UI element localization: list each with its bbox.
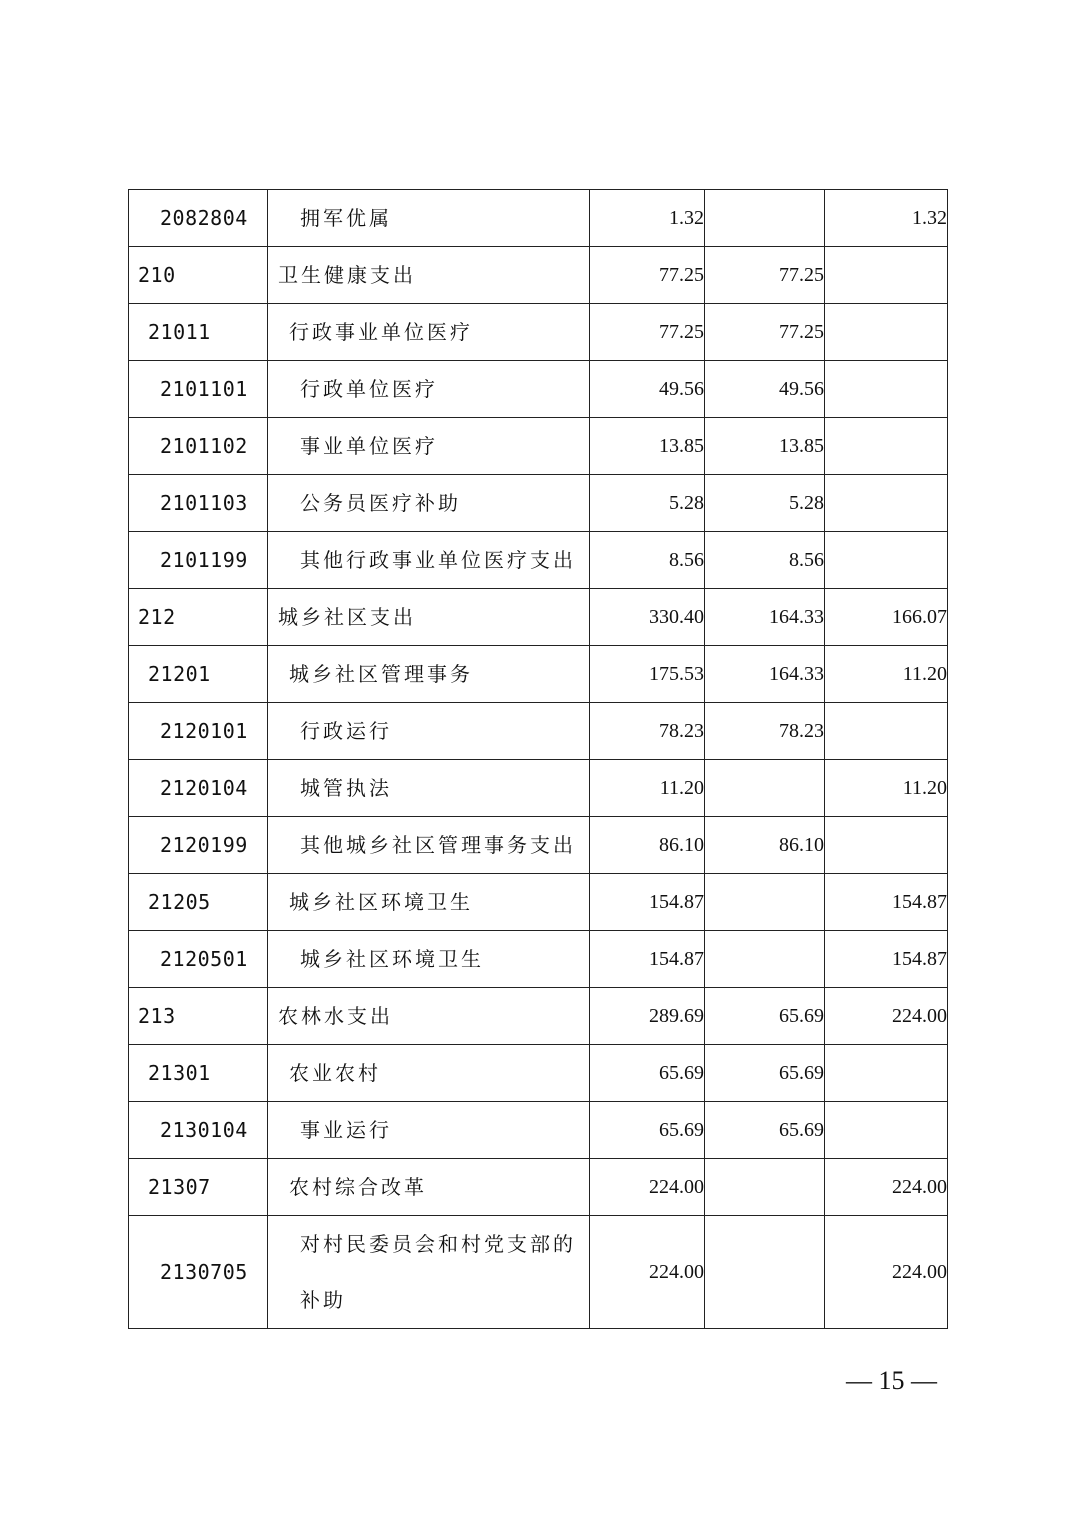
total-cell: 289.69 <box>590 988 705 1045</box>
project-cell <box>825 475 948 532</box>
code-cell: 2120199 <box>129 817 268 874</box>
basic-cell: 164.33 <box>705 646 825 703</box>
basic-cell <box>705 760 825 817</box>
table-row <box>129 1216 948 1329</box>
project-cell: 154.87 <box>825 874 948 931</box>
table-row <box>129 361 948 418</box>
project-cell: 224.00 <box>825 1216 948 1329</box>
code-cell: 2101199 <box>129 532 268 589</box>
project-cell: 11.20 <box>825 646 948 703</box>
project-cell: 154.87 <box>825 931 948 988</box>
basic-cell: 13.85 <box>705 418 825 475</box>
total-cell: 1.32 <box>590 190 705 247</box>
page-number: — 15 — <box>846 1366 937 1395</box>
name-cell: 卫生健康支出 <box>268 247 590 304</box>
table-row <box>129 1045 948 1102</box>
code-cell: 213 <box>129 988 268 1045</box>
name-cell: 城乡社区管理事务 <box>268 646 590 703</box>
name-cell: 农村综合改革 <box>268 1159 590 1216</box>
table-row <box>129 589 948 646</box>
project-cell <box>825 1045 948 1102</box>
total-cell: 86.10 <box>590 817 705 874</box>
basic-cell: 86.10 <box>705 817 825 874</box>
code-cell: 2120501 <box>129 931 268 988</box>
total-cell: 11.20 <box>590 760 705 817</box>
code-cell: 212 <box>129 589 268 646</box>
table-row <box>129 190 948 247</box>
name-cell: 公务员医疗补助 <box>268 475 590 532</box>
budget-table <box>128 189 948 1329</box>
code-cell: 21011 <box>129 304 268 361</box>
total-cell: 77.25 <box>590 247 705 304</box>
basic-cell <box>705 1216 825 1329</box>
name-cell: 农林水支出 <box>268 988 590 1045</box>
total-cell: 175.53 <box>590 646 705 703</box>
basic-cell <box>705 1159 825 1216</box>
project-cell: 166.07 <box>825 589 948 646</box>
code-cell: 21307 <box>129 1159 268 1216</box>
code-cell: 21201 <box>129 646 268 703</box>
code-cell: 21205 <box>129 874 268 931</box>
table-row <box>129 988 948 1045</box>
name-cell: 农业农村 <box>268 1045 590 1102</box>
total-cell: 65.69 <box>590 1102 705 1159</box>
total-cell: 154.87 <box>590 874 705 931</box>
name-cell: 城乡社区环境卫生 <box>268 874 590 931</box>
table-row <box>129 418 948 475</box>
table-row <box>129 931 948 988</box>
code-cell: 2101102 <box>129 418 268 475</box>
table-row <box>129 874 948 931</box>
code-cell: 2101103 <box>129 475 268 532</box>
total-cell: 330.40 <box>590 589 705 646</box>
name-cell: 行政单位医疗 <box>268 361 590 418</box>
project-cell <box>825 418 948 475</box>
total-cell: 8.56 <box>590 532 705 589</box>
table-row <box>129 703 948 760</box>
total-cell: 154.87 <box>590 931 705 988</box>
project-cell: 1.32 <box>825 190 948 247</box>
total-cell: 77.25 <box>590 304 705 361</box>
basic-cell <box>705 874 825 931</box>
project-cell <box>825 247 948 304</box>
total-cell: 65.69 <box>590 1045 705 1102</box>
basic-cell: 8.56 <box>705 532 825 589</box>
project-cell <box>825 703 948 760</box>
project-cell <box>825 817 948 874</box>
code-cell: 2120101 <box>129 703 268 760</box>
name-cell: 事业单位医疗 <box>268 418 590 475</box>
name-cell: 城乡社区支出 <box>268 589 590 646</box>
total-cell: 224.00 <box>590 1216 705 1329</box>
project-cell: 224.00 <box>825 1159 948 1216</box>
code-cell: 2120104 <box>129 760 268 817</box>
basic-cell: 65.69 <box>705 988 825 1045</box>
project-cell: 11.20 <box>825 760 948 817</box>
name-cell: 其他行政事业单位医疗支出 <box>268 532 590 589</box>
name-cell: 事业运行 <box>268 1102 590 1159</box>
project-cell <box>825 532 948 589</box>
table-row <box>129 247 948 304</box>
table-row <box>129 646 948 703</box>
basic-cell: 77.25 <box>705 247 825 304</box>
name-cell: 对村民委员会和村党支部的补助 <box>268 1216 590 1329</box>
basic-cell: 5.28 <box>705 475 825 532</box>
basic-cell: 49.56 <box>705 361 825 418</box>
table-row <box>129 760 948 817</box>
total-cell: 78.23 <box>590 703 705 760</box>
basic-cell: 65.69 <box>705 1045 825 1102</box>
code-cell: 2130104 <box>129 1102 268 1159</box>
name-cell: 城管执法 <box>268 760 590 817</box>
project-cell <box>825 361 948 418</box>
code-cell: 2101101 <box>129 361 268 418</box>
code-cell: 21301 <box>129 1045 268 1102</box>
project-cell <box>825 1102 948 1159</box>
code-cell: 2130705 <box>129 1216 268 1329</box>
name-cell: 城乡社区环境卫生 <box>268 931 590 988</box>
basic-cell: 77.25 <box>705 304 825 361</box>
table-row <box>129 1159 948 1216</box>
name-cell: 拥军优属 <box>268 190 590 247</box>
table-row <box>129 817 948 874</box>
total-cell: 49.56 <box>590 361 705 418</box>
code-cell: 2082804 <box>129 190 268 247</box>
code-cell: 210 <box>129 247 268 304</box>
total-cell: 5.28 <box>590 475 705 532</box>
budget-table-body <box>129 190 948 1329</box>
basic-cell <box>705 190 825 247</box>
basic-cell: 164.33 <box>705 589 825 646</box>
project-cell <box>825 304 948 361</box>
name-cell: 行政运行 <box>268 703 590 760</box>
total-cell: 224.00 <box>590 1159 705 1216</box>
table-row <box>129 475 948 532</box>
basic-cell: 65.69 <box>705 1102 825 1159</box>
total-cell: 13.85 <box>590 418 705 475</box>
table-row <box>129 532 948 589</box>
name-cell: 行政事业单位医疗 <box>268 304 590 361</box>
name-cell: 其他城乡社区管理事务支出 <box>268 817 590 874</box>
basic-cell: 78.23 <box>705 703 825 760</box>
table-row <box>129 1102 948 1159</box>
table-row <box>129 304 948 361</box>
project-cell: 224.00 <box>825 988 948 1045</box>
basic-cell <box>705 931 825 988</box>
